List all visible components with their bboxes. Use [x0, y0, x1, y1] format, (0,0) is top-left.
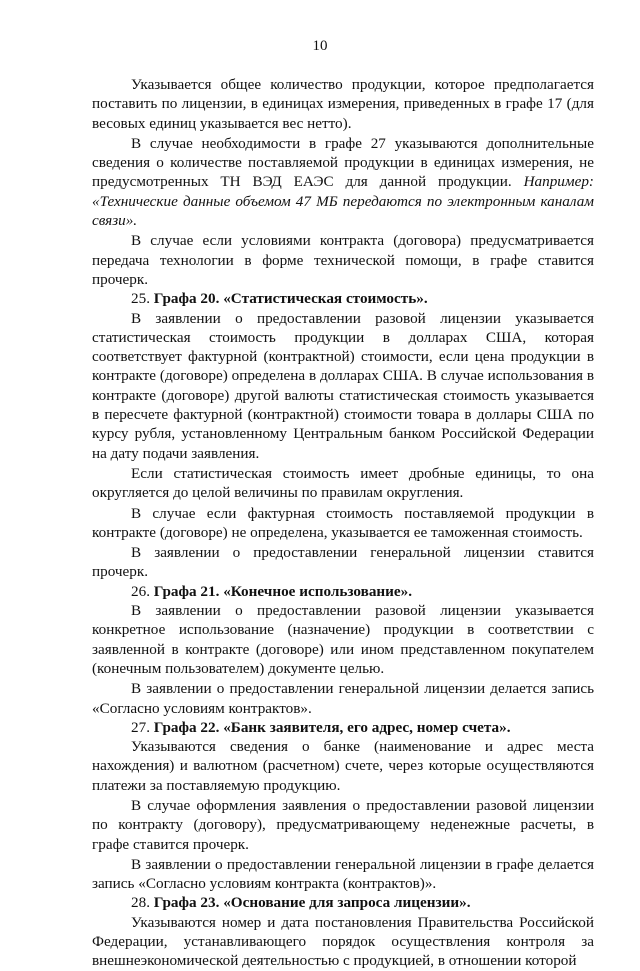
section-number: 26. — [131, 582, 154, 600]
paragraph: Указываются сведения о банке (наименование и адрес места нахождения) и валютном (расчетном) счете, через которые осуществляются платежи за поставляемую продукцию. — [92, 738, 594, 794]
section-title: Графа 20. «Статистическая стоимость». — [153, 290, 428, 308]
paragraph: В случае если фактурная стоимость поставляемой продукции в контракте (договоре) не определена, указывается ее таможенная стоимость. — [92, 504, 594, 541]
paragraph: Указываются номер и дата постановления Правительства Российской Федерации, устанавливающего порядок осуществления контроля за внешнеэкономической деятельностью с продукцией, в отношении которой — [92, 913, 594, 970]
paragraph: В заявлении о предоставлении генеральной лицензии делается запись «Согласно условиям контрактов». — [92, 680, 594, 717]
section-heading-28 — [92, 893, 594, 912]
section-heading-27 — [92, 718, 594, 737]
section-heading-25 — [92, 289, 594, 308]
paragraph: В заявлении о предоставлении разовой лицензии указывается конкретное использование (назначение) продукции в соответствии с заявленной в контракте (договоре) или ином представленном покупателем (конечным пользователем) документе целью. — [92, 602, 594, 677]
paragraph: Указывается общее количество продукции, которое предполагается поставить по лицензии, в единицах измерения, приведенных в графе 17 (для весовых единиц указывается вес нетто). — [92, 76, 594, 132]
section-number: 25. — [131, 290, 154, 308]
paragraph: В случае оформления заявления о предоставлении разовой лицензии по контракту (договору), предусматривающему неденежные расчеты, в графе ставится прочерк. — [92, 796, 594, 853]
document-body — [92, 75, 594, 971]
paragraph — [92, 134, 594, 230]
paragraph: В заявлении о предоставлении разовой лицензии указывается статистическая стоимость продукции в долларах США, которая соответствует фактурной (контрактной) стоимости, если цена продукции в контракте (договоре) определена в долларах США. В случае использования в контракте (договоре) другой валюты статистическая стоимость указывается в пересчете фактурной (контрактной) стоимости товара в доллары США по курсу рубля, установленному Центральным банком Российской Федерации на дату подачи заявления. — [92, 309, 594, 462]
section-title: Графа 22. «Банк заявителя, его адрес, номер счета». — [153, 718, 511, 736]
paragraph-text: В случае необходимости в графе 27 указываются дополнительные сведения о количестве поставляемой продукции в единицах измерения, не предусмотренных ТН ВЭД ЕАЭС для данной продукции. — [92, 134, 594, 191]
paragraph: В случае если условиями контракта (договора) предусматривается передача технологии в форме технической помощи, в графе ставится прочерк. — [92, 232, 594, 288]
paragraph: В заявлении о предоставлении генеральной лицензии в графе делается запись «Согласно условиям контракта (контрактов)». — [92, 855, 594, 893]
section-number: 28. — [131, 894, 154, 912]
paragraph: В заявлении о предоставлении генеральной лицензии ставится прочерк. — [92, 544, 594, 581]
page-number: 10 — [312, 38, 328, 54]
section-title: Графа 23. «Основание для запроса лицензии». — [153, 894, 471, 912]
section-heading-26 — [92, 582, 594, 601]
section-title: Графа 21. «Конечное использование». — [153, 582, 413, 600]
example-text: Например: «Технические данные объемом 47 МБ передаются по электронным каналам связи». — [92, 173, 594, 230]
paragraph: Если статистическая стоимость имеет дробные единицы, то она округляется до целой величины по правилам округления. — [92, 464, 594, 502]
section-number: 27. — [131, 718, 154, 736]
